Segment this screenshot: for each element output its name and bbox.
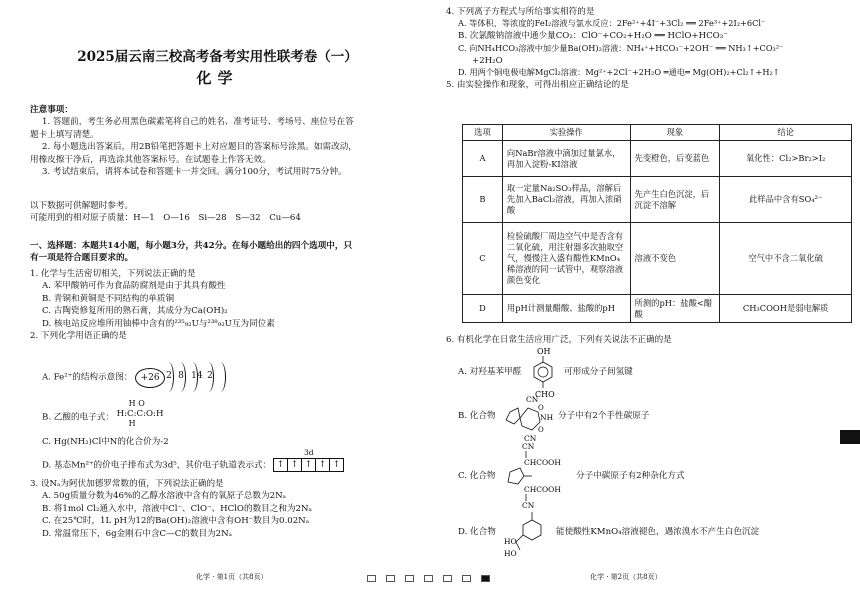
table-cell: 先变橙色，后变蓝色 bbox=[630, 141, 720, 177]
ef-top: H O bbox=[128, 399, 145, 408]
question-4 bbox=[446, 6, 858, 91]
footer-right: 化学 · 第2页（共8页） bbox=[590, 573, 662, 581]
q1-option-b: B. 青铜和黄铜是不同结构的单质铜 bbox=[42, 293, 175, 304]
q3-option-d: D. 常温常压下，6g金刚石中含C—C的数目为2Nₐ bbox=[42, 528, 232, 539]
compound-c-structure bbox=[502, 440, 582, 510]
q4-option-c-cont: +2H₂O bbox=[472, 55, 503, 66]
acetic-acid-electron-formula bbox=[116, 399, 187, 430]
section-1-line-a: 一、选择题：本题共14小题，每小题3分，共42分。在每小题给出的四个选项中，只 bbox=[30, 241, 353, 251]
nucleus: +26 bbox=[135, 368, 165, 388]
q6-b-desc: 分子中有2个手性碳原子 bbox=[558, 411, 650, 421]
q4-stem: 4. 下列离子方程式与所给事实相符的是 bbox=[446, 7, 595, 17]
q1-option-c: C. 古陶瓷修复所用的熟石膏，其成分为Ca(OH)₂ bbox=[42, 306, 228, 317]
q2-option-b bbox=[42, 399, 187, 430]
table-cell: 此样品中含有SO₄²⁻ bbox=[720, 177, 852, 223]
footer-left: 化学 · 第1页（共8页） bbox=[196, 573, 268, 581]
q4-option-b: B. 次氯酸钠溶液中通少量CO₂：ClO⁻+CO₂+H₂O ══ HClO+HCO₃⁻ bbox=[458, 31, 728, 42]
q6-d-desc: 能使酸性KMnO₄溶液褪色，遇浓溴水不产生白色沉淀 bbox=[556, 527, 760, 537]
orbital-box: ↑ bbox=[287, 458, 302, 472]
shell-3: 14 bbox=[191, 371, 203, 381]
orbital-box: ↑ bbox=[273, 458, 288, 472]
table-cell: 先产生白色沉淀，后沉淀不溶解 bbox=[630, 177, 720, 223]
table-cell: 取一定量Na₂SO₃样品，溶解后先加入BaCl₂溶液，再加入浓硝酸 bbox=[502, 177, 630, 223]
label-cho: CHO bbox=[535, 390, 555, 398]
note-2a: 2. 每小题选出答案后，用2B铅笔把答题卡上对应题目的答案标号涂黑。如需改动， bbox=[42, 142, 357, 153]
orbital-box: ↑ bbox=[301, 458, 316, 472]
table-cell: A bbox=[463, 141, 503, 177]
q1-stem: 1. 化学与生活密切相关，下列说法正确的是 bbox=[30, 269, 196, 279]
q6-option-b: B. 化合物 bbox=[458, 411, 496, 421]
compound-d-structure bbox=[504, 510, 554, 560]
table-row bbox=[463, 141, 852, 177]
q6-c-desc: 分子中碳原子有2种杂化方式 bbox=[576, 471, 685, 481]
label-oh: OH bbox=[537, 347, 551, 356]
table-row bbox=[463, 177, 852, 223]
label-nh: NH bbox=[540, 413, 554, 422]
label-cn: CN bbox=[524, 434, 537, 442]
table-cell: C bbox=[463, 223, 503, 295]
notes-heading: 注意事项： bbox=[30, 105, 73, 115]
notes bbox=[30, 104, 430, 179]
question-3 bbox=[30, 478, 430, 540]
label-cn: CN bbox=[526, 395, 539, 404]
note-2b: 用橡皮擦干净后，再选涂其他答案标号。在试题卷上作答无效。 bbox=[30, 154, 271, 165]
label-o: O bbox=[538, 404, 544, 412]
q4-option-a: A. 等体积、等浓度的FeI₂溶液与氯水反应：2Fe²⁺+4I⁻+3Cl₂ ══ 2Fe³⁺+2I₂+6Cl⁻ bbox=[458, 18, 766, 29]
q1-option-a: A. 苯甲酸钠可作为食品防腐剂是由于其具有酸性 bbox=[42, 281, 226, 292]
note-1b: 题卡上填写清楚。 bbox=[30, 129, 99, 140]
table-header-row bbox=[463, 125, 852, 141]
ef-main: H:C:C:O:H bbox=[116, 409, 164, 419]
q3-option-b: B. 将1mol Cl₂通入水中，溶液中Cl⁻、ClO⁻、HClO的数目之和为2Nₐ bbox=[42, 503, 312, 514]
side-mark bbox=[840, 430, 860, 444]
q2-option-c: C. Hg(NH₂)Cl中N的化合价为-2 bbox=[42, 437, 169, 447]
page-right bbox=[440, 0, 860, 592]
q5-table bbox=[462, 124, 852, 323]
table-cell: 所测的pH：盐酸<醋酸 bbox=[630, 295, 720, 323]
compound-b-structure bbox=[502, 394, 558, 442]
label-o: O bbox=[538, 426, 544, 434]
note-3: 3. 考试结束后，请将本试卷和答题卡一并交回。满分100分，考试用时75分钟。 bbox=[42, 167, 347, 178]
note-1a: 1. 答题前，考生务必用黑色碳素笔将自己的姓名、准考证号、考场号、座位号在答 bbox=[42, 117, 354, 128]
label-cn: CN bbox=[522, 442, 535, 451]
q3-option-c: C. 在25℃时，1L pH为12的Ba(OH)₂溶液中含有OH⁻数目为0.02Nₐ bbox=[42, 516, 310, 527]
table-cell: 向NaBr溶液中滴加过量氯水，再加入淀粉-KI溶液 bbox=[502, 141, 630, 177]
atomic-intro: 以下数据可供解题时参考。 bbox=[30, 201, 134, 211]
exam-subject: 化学 bbox=[196, 69, 239, 87]
table-cell: 溶液不变色 bbox=[630, 223, 720, 295]
table-cell: 用pH计测量醋酸、盐酸的pH bbox=[502, 295, 630, 323]
q1-option-d: D. 核电站反应堆所用铀棒中含有的²³⁵₉₂U与²³⁸₉₂U互为同位素 bbox=[42, 318, 275, 329]
q2-option-d bbox=[42, 448, 344, 472]
table-cell: 氧化性：Cl₂>Br₂>I₂ bbox=[720, 141, 852, 177]
label-ho: HO bbox=[504, 537, 517, 546]
table-header: 选项 bbox=[463, 125, 503, 141]
fe-structure-diagram bbox=[135, 362, 255, 392]
table-header: 现象 bbox=[630, 125, 720, 141]
atomic-mass-info bbox=[30, 200, 430, 225]
orbital-box: ↑ bbox=[315, 458, 330, 472]
shell-1: 2 bbox=[166, 371, 172, 381]
label-chcooh: CHCOOH bbox=[524, 458, 561, 467]
table-row bbox=[463, 295, 852, 323]
ef-bottom: H bbox=[128, 419, 136, 428]
q3-stem: 3. 设Nₐ为阿伏加德罗常数的值，下列说法正确的是 bbox=[30, 479, 224, 489]
q2-stem: 2. 下列化学用语正确的是 bbox=[30, 331, 127, 342]
hydroxybenzaldehyde-structure bbox=[524, 346, 564, 398]
orbital-diagram bbox=[274, 448, 344, 472]
table-cell: 空气中不含二氧化硫 bbox=[720, 223, 852, 295]
shell-2: 8 bbox=[178, 371, 184, 381]
q2-option-a bbox=[42, 362, 255, 392]
table-cell: CH₃COOH是弱电解质 bbox=[720, 295, 852, 323]
atomic-line: 可能用到的相对原子质量：H—1 O—16 Si—28 S—32 Cu—64 bbox=[30, 213, 301, 224]
orbital-label: 3d bbox=[303, 448, 314, 457]
orbital-box: ↑ bbox=[329, 458, 344, 472]
table-cell: B bbox=[463, 177, 503, 223]
exam-title: 2025届云南三校高考备考实用性联考卷（一） bbox=[77, 49, 358, 65]
table-header: 结论 bbox=[720, 125, 852, 141]
table-cell: D bbox=[463, 295, 503, 323]
q6-option-d: D. 化合物 bbox=[458, 527, 496, 537]
q5-stem: 5. 由实验操作和现象，可得出相应正确结论的是 bbox=[446, 80, 629, 91]
table-cell: 检验硫酸厂周边空气中是否含有二氧化硫，用注射器多次抽取空气，慢慢注入盛有酸性KMnO₄稀溶液的同一试管中，观察溶液颜色变化 bbox=[502, 223, 630, 295]
q6-stem: 6. 有机化学在日常生活应用广泛，下列有关说法不正确的是 bbox=[446, 335, 672, 345]
section-1-line-b: 有一项是符合题目要求的。 bbox=[30, 253, 134, 264]
shell-4: 2 bbox=[207, 371, 213, 381]
q4-option-d: D. 用两个铜电极电解MgCl₂溶液：Mg²⁺+2Cl⁻+2H₂O ═通电═ Mg(OH)₂+Cl₂↑+H₂↑ bbox=[458, 67, 780, 78]
q2-a-text: A. Fe²⁺的结构示意图： bbox=[42, 372, 133, 383]
q2-d-text: D. 基态Mn²⁺的价电子排布式为3d⁵，其价电子轨道表示式： bbox=[42, 460, 272, 471]
q3-option-a: A. 50g质量分数为46%的乙醇水溶液中含有的氧原子总数为2Nₐ bbox=[42, 491, 286, 502]
section-1-heading bbox=[30, 240, 430, 265]
q6-a-desc: 可形成分子间氢键 bbox=[564, 367, 633, 377]
q6-option-a: A. 对羟基苯甲醛 bbox=[458, 367, 522, 377]
table-row bbox=[463, 223, 852, 295]
q4-option-c: C. 向NH₄HCO₃溶液中加少量Ba(OH)₂溶液：NH₄⁺+HCO₃⁻+2OH⁻ ══ NH₃↑+CO₃²⁻ bbox=[458, 42, 784, 53]
q6-option-c: C. 化合物 bbox=[458, 471, 496, 481]
label-ho: HO bbox=[504, 549, 517, 558]
label-cn: CN bbox=[522, 501, 535, 510]
label-chcooh: CHCOOH bbox=[524, 485, 561, 494]
table-header: 实验操作 bbox=[502, 125, 630, 141]
question-1 bbox=[30, 268, 430, 343]
q2-b-text: B. 乙酸的电子式： bbox=[42, 412, 114, 423]
